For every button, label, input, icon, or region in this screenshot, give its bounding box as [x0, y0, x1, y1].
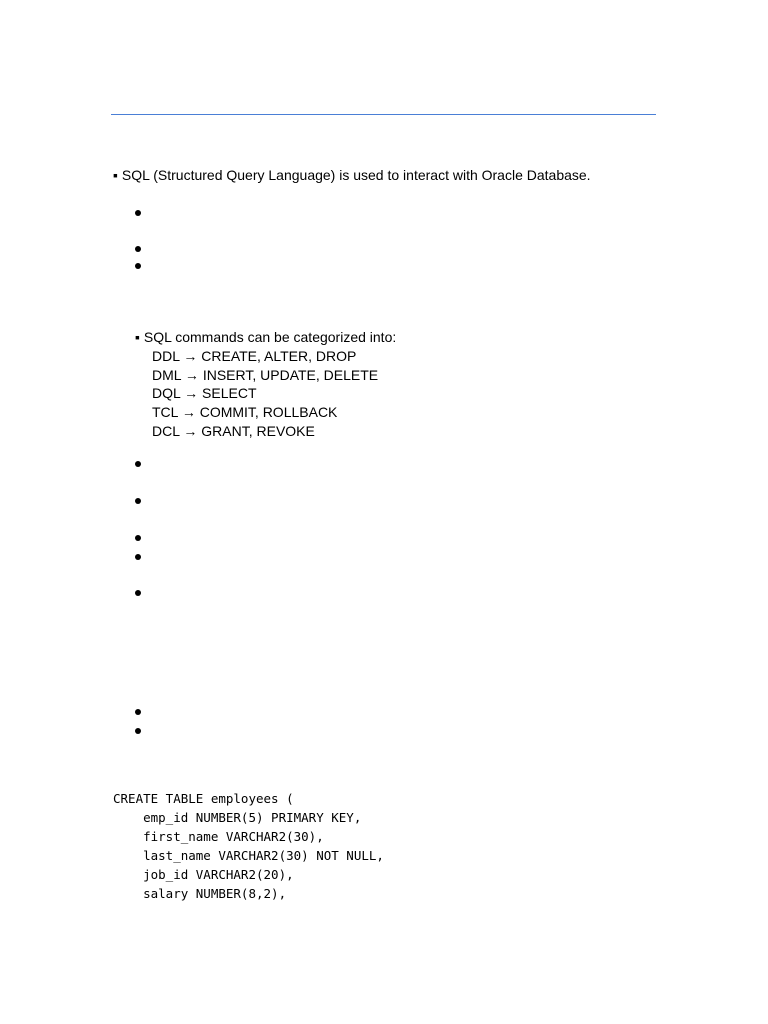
code-line: emp_id NUMBER(5) PRIMARY KEY,: [113, 810, 362, 825]
empty-bullet: [135, 535, 141, 541]
empty-bullet: [135, 709, 141, 715]
intro-text: ▪ SQL (Structured Query Language) is used to interact with Oracle Database.: [113, 167, 591, 183]
code-line: CREATE TABLE employees (: [113, 791, 294, 806]
category-item-dql: DQL → SELECT: [152, 385, 257, 401]
categories-heading: ▪ SQL commands can be categorized into:: [135, 329, 397, 345]
empty-bullet: [135, 461, 141, 467]
horizontal-rule: [111, 114, 656, 115]
category-item-ddl: DDL → CREATE, ALTER, DROP: [152, 348, 357, 364]
category-item-dml: DML → INSERT, UPDATE, DELETE: [152, 367, 379, 383]
code-line: last_name VARCHAR2(30) NOT NULL,: [113, 848, 384, 863]
empty-bullet: [135, 728, 141, 734]
category-item-tcl: TCL → COMMIT, ROLLBACK: [152, 404, 338, 420]
empty-bullet: [135, 498, 141, 504]
category-item-dcl: DCL → GRANT, REVOKE: [152, 423, 315, 439]
empty-bullet: [135, 590, 141, 596]
code-line: first_name VARCHAR2(30),: [113, 829, 324, 844]
code-line: job_id VARCHAR2(20),: [113, 867, 294, 882]
code-line: salary NUMBER(8,2),: [113, 886, 287, 901]
empty-bullet: [135, 210, 141, 216]
empty-bullet: [135, 263, 141, 269]
empty-bullet: [135, 554, 141, 560]
empty-bullet: [135, 246, 141, 252]
